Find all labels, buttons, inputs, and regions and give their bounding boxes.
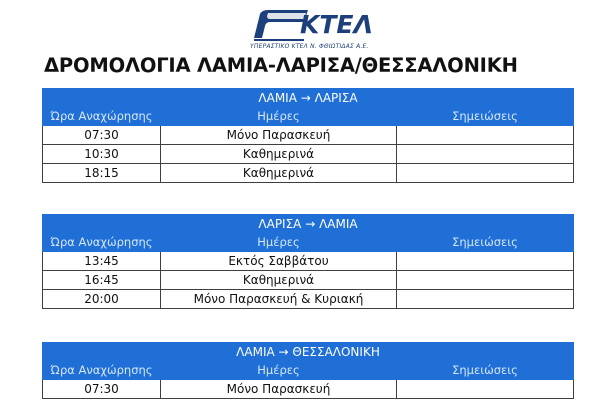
table-row <box>43 164 574 183</box>
table-row <box>43 271 574 290</box>
table-row <box>43 145 574 164</box>
table-row <box>43 252 574 271</box>
column-header-notes: Σημειώσεις <box>397 107 574 126</box>
notes <box>397 126 574 145</box>
departure-time: 07:30 <box>43 380 161 399</box>
schedule-table-larisa-lamia <box>42 214 574 309</box>
route-header: ΛΑΜΙΑ → ΛΑΡΙΣΑ <box>43 89 574 107</box>
days: Μόνο Παρασκευή & Κυριακή <box>161 290 397 309</box>
notes <box>397 290 574 309</box>
days: Καθημερινά <box>161 271 397 290</box>
column-header-notes: Σημειώσεις <box>397 361 574 380</box>
column-header-days: Ημέρες <box>161 233 397 252</box>
ktel-logo <box>250 8 373 52</box>
table-row <box>43 290 574 309</box>
column-header-row <box>43 107 574 126</box>
departure-time: 16:45 <box>43 271 161 290</box>
days: Εκτός Σαββάτου <box>161 252 397 271</box>
notes <box>397 252 574 271</box>
notes <box>397 271 574 290</box>
column-header-departure: Ώρα Αναχώρησης <box>43 233 161 252</box>
notes <box>397 145 574 164</box>
departure-time: 13:45 <box>43 252 161 271</box>
column-header-row <box>43 361 574 380</box>
column-header-departure: Ώρα Αναχώρησης <box>43 361 161 380</box>
departure-time: 10:30 <box>43 145 161 164</box>
column-header-days: Ημέρες <box>161 107 397 126</box>
column-header-days: Ημέρες <box>161 361 397 380</box>
logo-subtitle: ΥΠΕΡΑΣΤΙΚΟ ΚΤΕΛ Ν. ΦΘΙΩΤΙΔΑΣ Α.Ε. <box>250 43 369 50</box>
departure-time: 07:30 <box>43 126 161 145</box>
departure-time: 20:00 <box>43 290 161 309</box>
departure-time: 18:15 <box>43 164 161 183</box>
column-header-departure: Ώρα Αναχώρησης <box>43 107 161 126</box>
days: Μόνο Παρασκευή <box>161 380 397 399</box>
notes <box>397 380 574 399</box>
column-header-row <box>43 233 574 252</box>
days: Καθημερινά <box>161 145 397 164</box>
schedule-table-lamia-larisa <box>42 88 574 183</box>
route-header: ΛΑΡΙΣΑ → ΛΑΜΙΑ <box>43 215 574 233</box>
notes <box>397 164 574 183</box>
days: Καθημερινά <box>161 164 397 183</box>
column-header-notes: Σημειώσεις <box>397 233 574 252</box>
route-header: ΛΑΜΙΑ → ΘΕΣΣΑΛΟΝΙΚΗ <box>43 343 574 361</box>
logo-name: ΚΤΕΛ <box>300 10 373 39</box>
page-title: ΔΡΟΜΟΛΟΓΙΑ ΛΑΜΙΑ-ΛΑΡΙΣΑ/ΘΕΣΣΑΛΟΝΙΚΗ <box>44 54 518 77</box>
days: Μόνο Παρασκευή <box>161 126 397 145</box>
schedule-table-lamia-thessaloniki <box>42 342 574 399</box>
table-row <box>43 126 574 145</box>
table-row <box>43 380 574 399</box>
